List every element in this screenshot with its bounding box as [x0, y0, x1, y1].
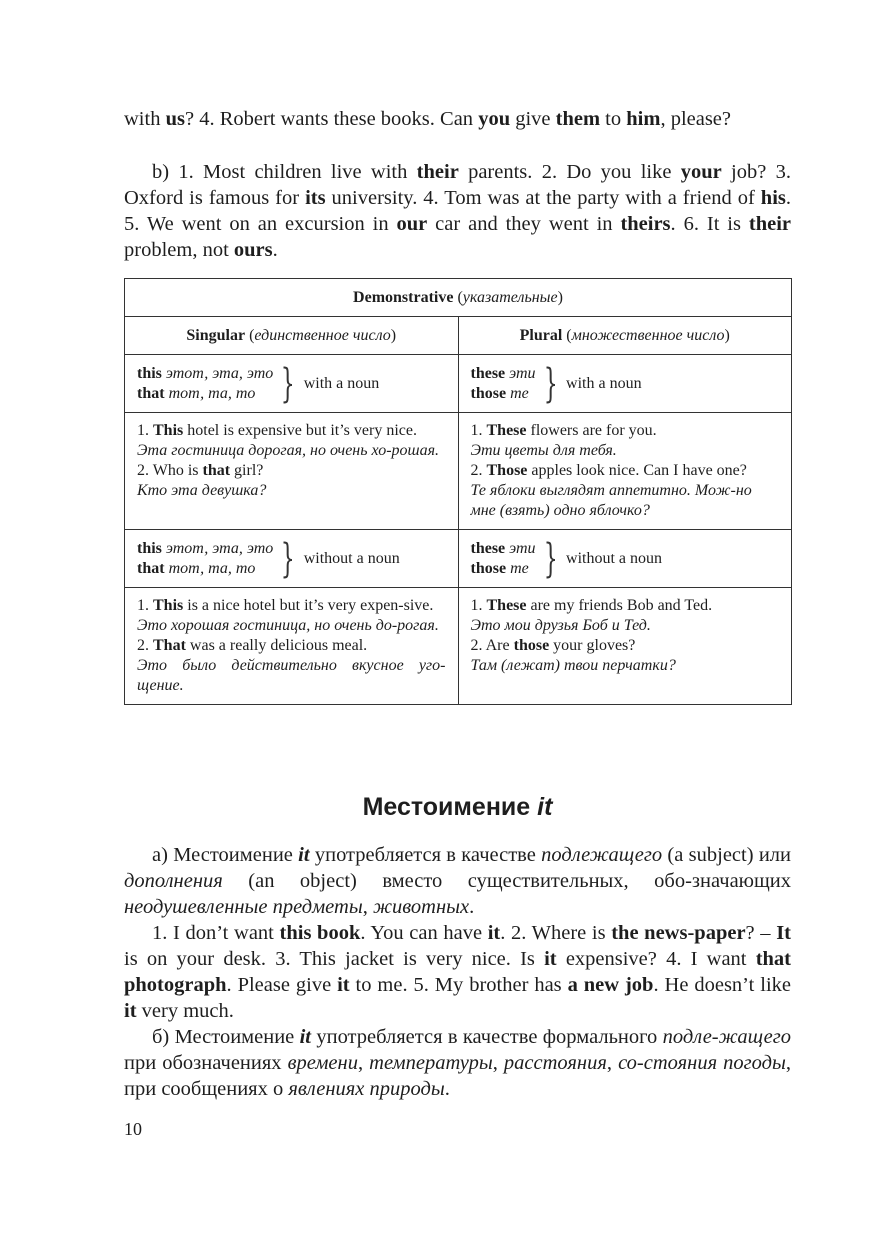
exercise-answers-a-end: with us? 4. Robert wants these books. Can you give them to him, please? — [124, 108, 732, 130]
demonstrative-table — [124, 278, 792, 705]
pronoun-it-section — [124, 842, 791, 1102]
brace-icon: } — [280, 360, 295, 407]
plural-header: Plural (множественное число) — [458, 317, 792, 355]
table-title: Demonstrative (указательные) — [125, 279, 792, 317]
exercise-answers-b: b) 1. Most children live with their parents. 2. Do you like your job? 3. Oxford is famous for its university. 4. Tom was at the party with a friend of his. 5. We went on an excursion in our car and they went in theirs. 6. It is their problem, not ours. — [124, 161, 791, 261]
plural-examples-with-noun: 1. These flowers are for you. Эти цветы для тебя. 2. Those apples look nice. Can I have one? Те яблоки выглядят аппетитно. Мож-но мне (взять) одно яблочко? — [458, 413, 792, 530]
rule-a: а) Местоимение it употребляется в качестве подлежащего (a subject) или дополнения (an object) вместо существительных, обо-значающих неодушевленные предметы, животных. — [124, 844, 791, 918]
plural-examples-without-noun: 1. These are my friends Bob and Ted. Это мои друзья Боб и Тед. 2. Are those your gloves? Там (лежат) твои перчатки? — [458, 588, 792, 705]
examples-a: 1. I don’t want this book. You can have it. 2. Where is the news-paper? – It is on your desk. 3. This jacket is very nice. Is it expensive? 4. I want that photograph. Please give it to me. 5. My brother has a new job. He doesn’t like it very much. — [124, 922, 791, 1022]
plural-without-noun: these эти those те } without a noun — [458, 530, 792, 588]
plural-with-noun: these эти those те } with a noun — [458, 355, 792, 413]
singular-examples-without-noun: 1. This is a nice hotel but it’s very expen-sive. Это хорошая гостиница, но очень до-рогая. 2. That was a really delicious meal. Это было действительно вкусное уго-щение. — [125, 588, 459, 705]
brace-icon: } — [280, 535, 295, 582]
page-number: 10 — [124, 1119, 142, 1139]
section-heading: Местоимение it — [362, 793, 553, 821]
brace-icon: } — [543, 535, 558, 582]
singular-examples-with-noun: 1. This hotel is expensive but it’s very nice. Эта гостиница дорогая, но очень хо-рошая. 2. Who is that girl? Кто эта девушка? — [125, 413, 459, 530]
singular-without-noun: this этот, эта, это that тот, та, то } without a noun — [125, 530, 459, 588]
rule-b: б) Местоимение it употребляется в качестве формального подле-жащего при обозначениях времени, температуры, расстояния, со-стояния погоды, при сообщениях о явлениях природы. — [124, 1026, 792, 1100]
brace-icon: } — [543, 360, 558, 407]
singular-with-noun: this этот, эта, это that тот, та, то } with a noun — [125, 355, 459, 413]
singular-header: Singular (единственное число) — [125, 317, 459, 355]
